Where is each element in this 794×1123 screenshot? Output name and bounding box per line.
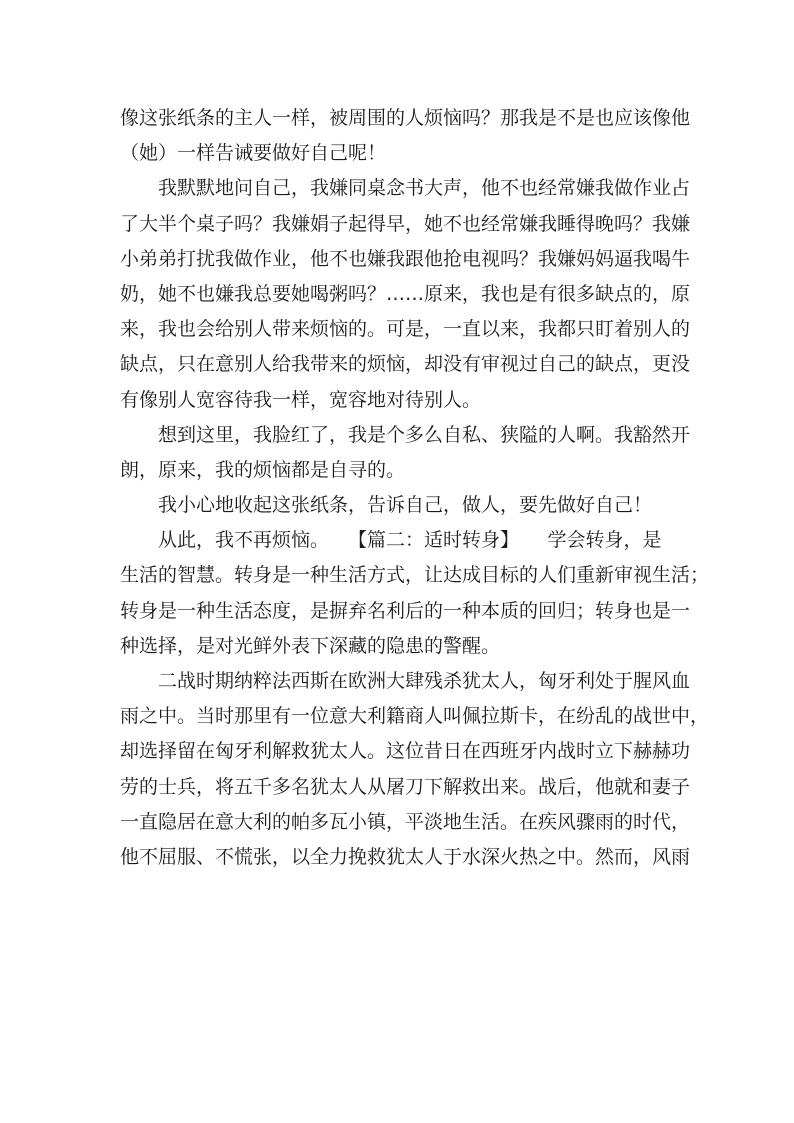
text-line: 生活的智慧。转身是一种生活方式，让达成目标的人们重新审视生活； (120, 564, 710, 587)
paragraph-start-line: 二战时期纳粹法西斯在欧洲大肆残杀犹太人，匈牙利处于腥风血 (158, 670, 691, 692)
text-line: 了大半个桌子吗？我嫌娟子起得早，她不也经常嫌我睡得晚吗？我嫌 (120, 212, 691, 235)
paragraph-start-line: 我小心地收起这张纸条，告诉自己，做人，要先做好自己！ (158, 494, 653, 517)
text-line: 缺点，只在意别人给我带来的烦恼，却没有审视过自己的缺点，更没 (120, 353, 691, 376)
text-line: 朗，原来，我的烦恼都是自寻的。 (120, 458, 406, 481)
paragraph-start-line: 从此，我不再烦恼。 【篇二：适时转身】 学会转身，是 (158, 529, 662, 552)
text-line: 来，我也会给别人带来烦恼的。可是，一直以来，我都只盯着别人的 (120, 318, 691, 341)
text-line: 雨之中。当时那里有一位意大利籍商人叫佩拉斯卡，在纷乱的战世中， (120, 705, 710, 728)
text-line: 劳的士兵，将五千多名犹太人从屠刀下解救出来。战后，他就和妻子 (120, 775, 691, 798)
text-line: 小弟弟打扰我做作业，他不也嫌我跟他抢电视吗？我嫌妈妈逼我喝牛 (120, 247, 691, 270)
text-line: 奶，她不也嫌我总要她喝粥吗？……原来，我也是有很多缺点的，原 (120, 282, 691, 305)
text-line: 有像别人宽容待我一样，宽容地对待别人。 (120, 388, 482, 411)
document-body (120, 101, 710, 875)
text-line: 转身是一种生活态度，是摒弃名利后的一种本质的回归；转身也是一 (120, 599, 691, 622)
text-line: 却选择留在匈牙利解救犹太人。这位昔日在西班牙内战时立下赫赫功 (120, 740, 691, 763)
paragraph-start-line: 想到这里，我脸红了，我是个多么自私、狭隘的人啊。我豁然开 (158, 423, 691, 446)
text-line: 像这张纸条的主人一样，被周围的人烦恼吗？那我是不是也应该像他 (120, 107, 691, 129)
text-line: 种选择，是对光鲜外表下深藏的隐患的警醒。 (120, 634, 501, 657)
paragraph-start-line: 我默默地问自己，我嫌同桌念书大声，他不也经常嫌我做作业占 (158, 177, 691, 200)
text-line: 他不屈服、不慌张，以全力挽救犹太人于水深火热之中。然而，风雨 (120, 845, 691, 868)
text-line: 一直隐居在意大利的帕多瓦小镇，平淡地生活。在疾风骤雨的时代， (120, 810, 691, 833)
text-line: （她）一样告诫要做好自己呢！ (120, 142, 387, 165)
